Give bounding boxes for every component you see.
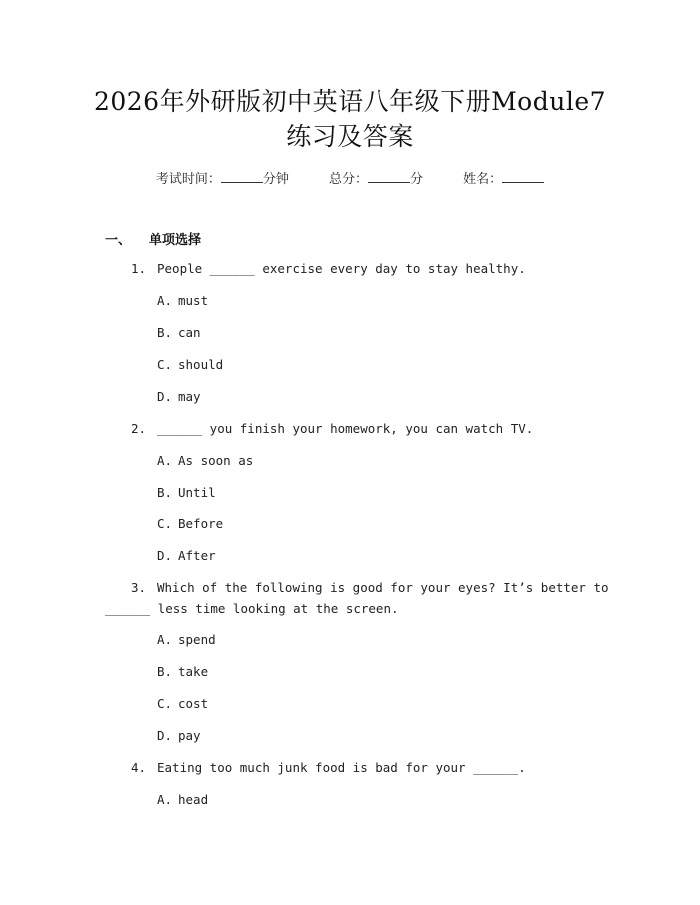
- exam-time: [156, 172, 289, 187]
- question-text: Which of the following is good for your eyes? It’s better to: [157, 580, 609, 595]
- question-2-option-b: [157, 485, 216, 500]
- exam-score: [329, 172, 423, 187]
- question-1-option-d: [157, 389, 201, 404]
- exam-score-blank: [368, 170, 410, 183]
- option-letter: C.: [157, 516, 173, 531]
- option-letter: A.: [157, 632, 173, 647]
- document-title-line-2: 练习及答案: [286, 122, 414, 151]
- option-text: must: [178, 293, 209, 308]
- option-letter: A.: [157, 792, 173, 807]
- option-text: should: [178, 357, 224, 372]
- option-letter: B.: [157, 325, 173, 340]
- question-4-option-a: [157, 792, 208, 807]
- question-1-option-c: [157, 357, 223, 372]
- option-letter: D.: [157, 389, 173, 404]
- exam-time-label: 考试时间：: [155, 172, 221, 187]
- option-text: take: [178, 664, 209, 679]
- option-letter: D.: [157, 728, 173, 743]
- exam-score-label: 总分：: [328, 172, 368, 187]
- question-3-option-d: [157, 728, 201, 743]
- question-4: [131, 760, 526, 775]
- option-text: can: [178, 325, 201, 340]
- option-text: spend: [178, 632, 216, 647]
- option-text: head: [178, 792, 209, 807]
- exam-name: [463, 172, 544, 187]
- option-text: After: [178, 548, 216, 563]
- question-3: [131, 580, 609, 595]
- question-text: Eating too much junk food is bad for your ______.: [157, 760, 526, 775]
- exam-time-blank: [221, 170, 263, 183]
- question-2: [131, 421, 533, 436]
- option-text: cost: [178, 696, 209, 711]
- question-1: [131, 261, 526, 276]
- option-letter: C.: [157, 357, 173, 372]
- question-number: 3.: [131, 580, 147, 595]
- option-letter: C.: [157, 696, 173, 711]
- question-number: 2.: [131, 421, 147, 436]
- question-2-option-a: [157, 453, 253, 468]
- option-text: pay: [178, 728, 201, 743]
- question-3-option-c: [157, 696, 208, 711]
- question-text: ______ you finish your homework, you can watch TV.: [157, 421, 534, 436]
- section-number: 一、: [105, 233, 132, 248]
- option-letter: A.: [157, 453, 173, 468]
- option-letter: B.: [157, 664, 173, 679]
- option-letter: B.: [157, 485, 173, 500]
- section-heading: [105, 229, 201, 248]
- question-3-continuation: ______ less time looking at the screen.: [105, 601, 399, 616]
- question-3-option-b: [157, 664, 208, 679]
- exam-score-unit: 分: [410, 172, 424, 187]
- document-title-line-1: 2026年外研版初中英语八年级下册Module7: [93, 87, 607, 116]
- exam-meta: [0, 168, 700, 187]
- question-1-option-b: [157, 325, 201, 340]
- exam-name-label: 姓名：: [463, 172, 503, 187]
- option-text: As soon as: [178, 453, 254, 468]
- question-2-option-d: [157, 548, 216, 563]
- option-text: Before: [178, 516, 224, 531]
- question-1-option-a: [157, 293, 208, 308]
- exam-time-unit: 分钟: [262, 172, 289, 187]
- option-text: Until: [178, 485, 216, 500]
- question-text: People ______ exercise every day to stay healthy.: [157, 261, 526, 276]
- option-letter: A.: [157, 293, 173, 308]
- option-letter: D.: [157, 548, 173, 563]
- question-3-option-a: [157, 632, 216, 647]
- option-text: may: [178, 389, 201, 404]
- question-number: 1.: [131, 261, 147, 276]
- section-title: 单项选择: [149, 233, 202, 248]
- question-number: 4.: [131, 760, 147, 775]
- exam-name-blank: [502, 170, 544, 183]
- question-2-option-c: [157, 516, 223, 531]
